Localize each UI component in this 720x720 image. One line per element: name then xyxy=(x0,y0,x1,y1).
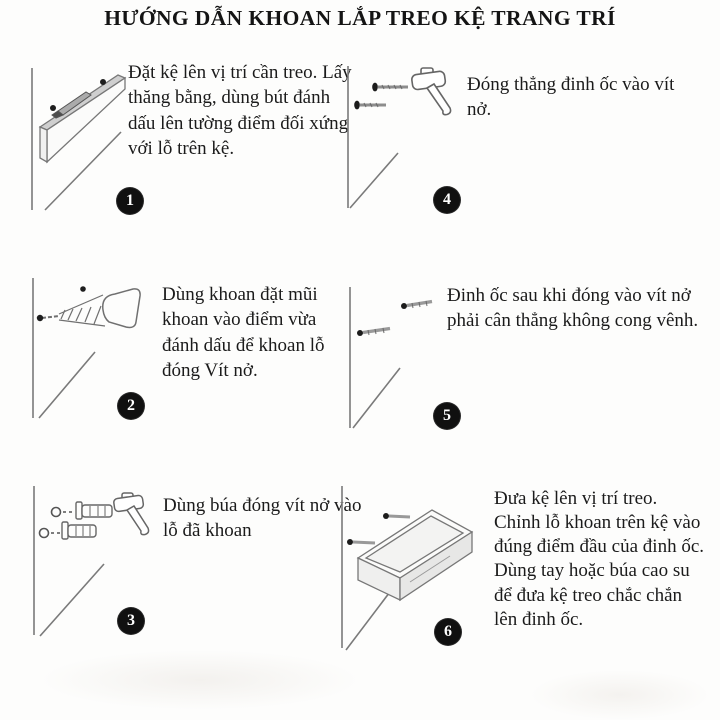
screw-icon xyxy=(347,539,375,545)
step-text: Đinh ốc sau khi đóng vào vít nở phải cân thẳng không cong vênh. xyxy=(447,285,699,332)
step-text: Đưa kệ lên vị trí treo. Chỉnh lỗ khoan trên kệ vào đúng điểm đầu của đinh ốc. Dùng tay hoặc búa cao su để đưa kệ treo chắc chắn lên đinh ốc. xyxy=(494,488,705,630)
screw-icon xyxy=(383,513,410,519)
step-number-badge: 2 xyxy=(118,393,144,419)
page-title: HƯỚNG DẪN KHOAN LẮP TREO KỆ TRANG TRÍ xyxy=(104,6,616,30)
step-text: Đặt kệ lên vị trí cần treo. Lấy thăng bằng, dùng bút đánh dấu lên tường điểm đối xứng với lỗ trên kệ. xyxy=(128,62,352,160)
mount-shelf-illustration xyxy=(330,478,498,666)
step-number-badge: 1 xyxy=(117,188,143,214)
shelf-tray-icon xyxy=(358,510,472,600)
step-number-badge: 4 xyxy=(434,187,460,213)
step-text: Đóng thẳng đinh ốc vào vít nở. xyxy=(467,74,675,121)
step-number-badge: 3 xyxy=(118,608,144,634)
step-number-badge: 5 xyxy=(434,403,460,429)
step-number-badge: 6 xyxy=(435,619,461,645)
step-text: Dùng búa đóng vít nở vào lỗ đã khoan xyxy=(163,495,362,542)
step-text: Dùng khoan đặt mũi khoan vào điểm vừa đánh dấu để khoan lỗ đóng Vít nở. xyxy=(162,284,325,382)
